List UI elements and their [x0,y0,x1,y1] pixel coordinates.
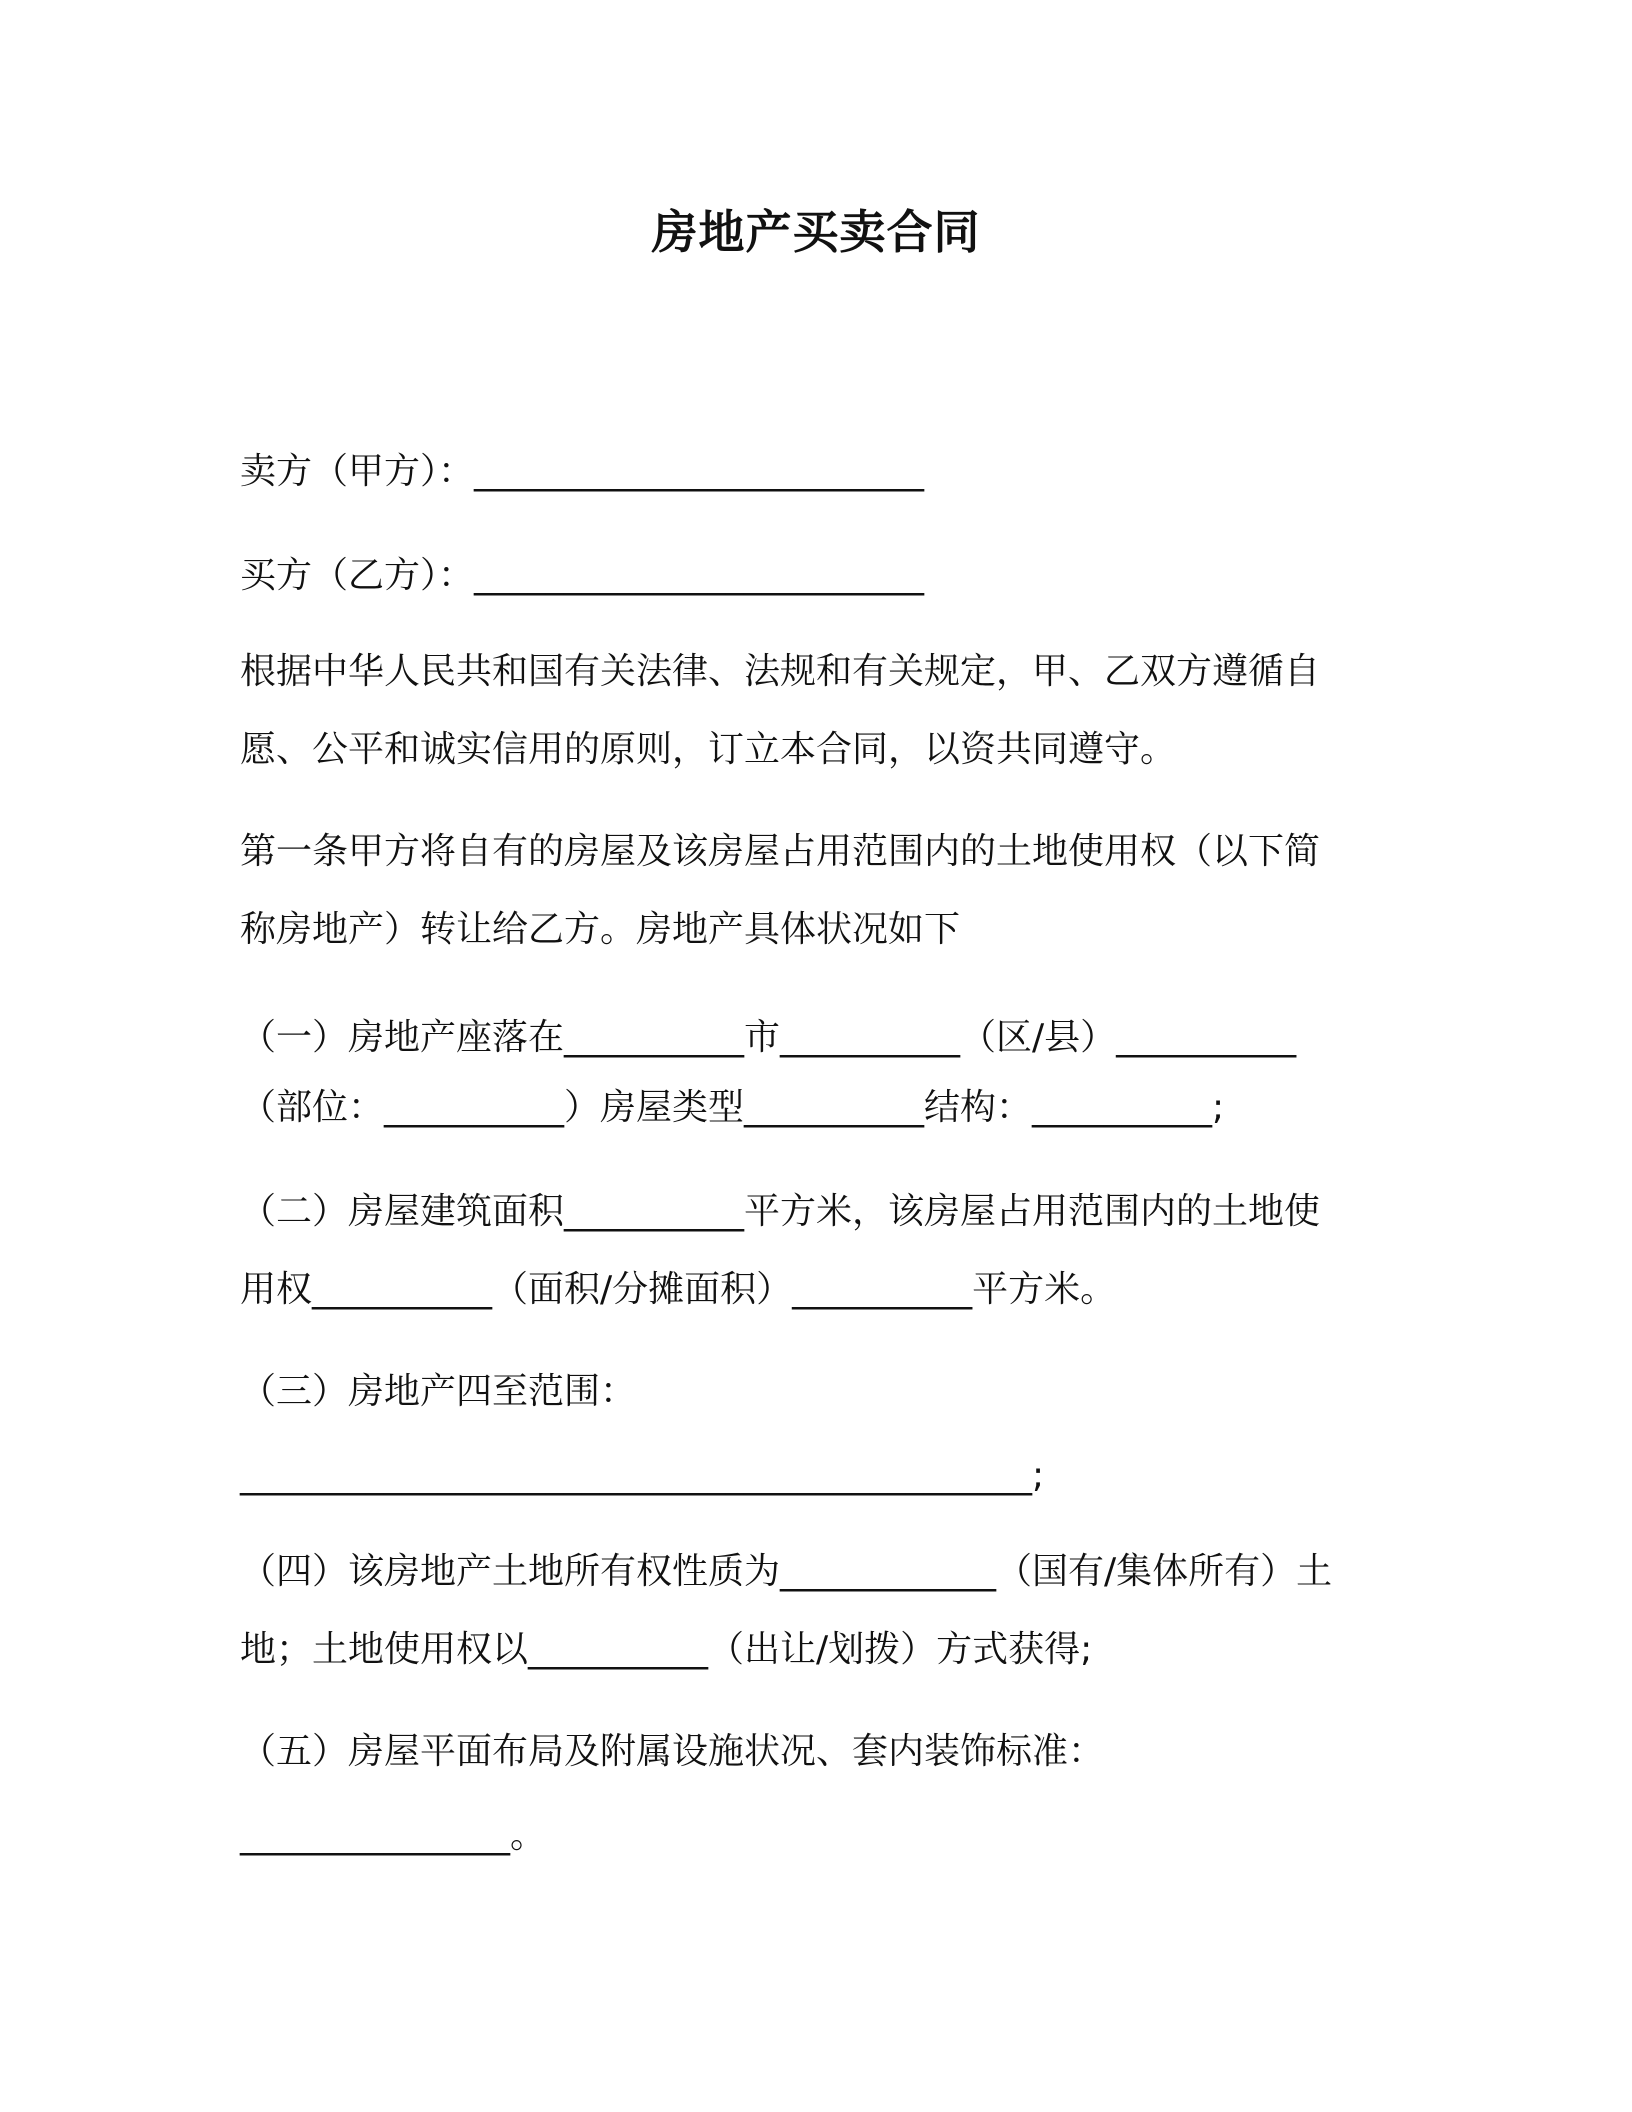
article-one-line-1: 第一条甲方将自有的房屋及该房屋占用范围内的土地使用权（以下简 [240,831,1321,872]
item-five-line-1: （五）房屋平面布局及附属设施状况、套内装饰标准： [240,1731,1105,1772]
item-four-line-1: （四）该房地产土地所有权性质为____________（国有/集体所有）土 [240,1551,1333,1592]
item-two-line-1: （二）房屋建筑面积__________平方米，该房屋占用范围内的土地使 [240,1191,1321,1232]
article-one-line-2: 称房地产）转让给乙方。房地产具体状况如下 [240,909,961,950]
item-one-line-1: （一）房地产座落在__________市__________（区/县）__________ [240,1017,1297,1058]
document-title: 房地产买卖合同 [651,205,981,259]
seller-line: 卖方（甲方）：_________________________ [240,451,925,492]
item-three-line-2: ____________________________________________; [240,1455,1045,1496]
preamble-line-2: 愿、公平和诚实信用的原则，订立本合同，以资共同遵守。 [240,729,1177,770]
item-one-line-2: （部位：__________）房屋类型__________结构：__________; [240,1087,1225,1128]
item-three-line-1: （三）房地产四至范围： [240,1371,637,1412]
item-four-line-2: 地；土地使用权以__________（出让/划拨）方式获得; [240,1629,1093,1670]
item-two-line-2: 用权__________（面积/分摊面积）__________平方米。 [240,1269,1117,1310]
buyer-line: 买方（乙方）：_________________________ [240,555,925,596]
preamble-line-1: 根据中华人民共和国有关法律、法规和有关规定，甲、乙双方遵循自 [240,651,1321,692]
item-five-line-2: _______________。 [240,1815,546,1856]
